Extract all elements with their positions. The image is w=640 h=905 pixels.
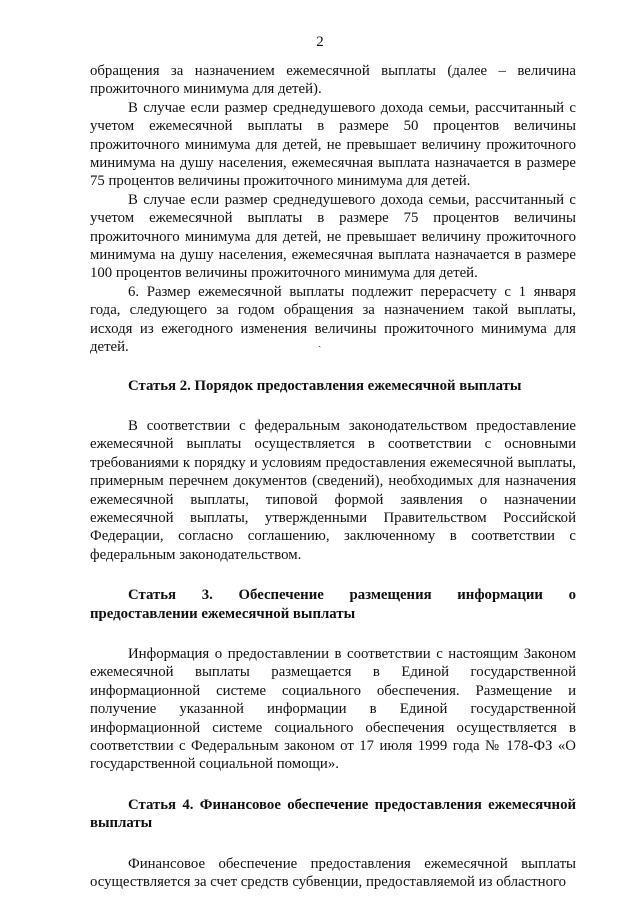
- article-2-heading: Статья 2. Порядок предоставления ежемесячной выплаты: [128, 377, 522, 394]
- article-2-paragraph: В соответствии с федеральным законодательством предоставление ежемесячной выплаты осуществляется в соответствии с основными требованиями к порядку и условиям предоставления ежемесячной выплаты, примерным перечнем документов (сведений), необходимых для назначения ежемесячной выплаты, типовой формой заявления о назначении ежемесячной выплаты, утвержденными Правительством Российской Федерации, согласно соглашению, заключенному в соответствии с федеральным законодательством.: [90, 417, 576, 563]
- article-4-paragraph: Финансовое обеспечение предоставления ежемесячной выплаты осуществляется за счет средств субвенции, предоставляемой из областного: [90, 855, 576, 891]
- pen-mark: ˏ: [318, 337, 322, 348]
- paragraph-50-percent-rule: В случае если размер среднедушевого дохода семьи, рассчитанный с учетом ежемесячной выплаты в размере 50 процентов величины прожиточного минимума для детей, не превышает величину прожиточного минимума на душу населения, ежемесячная выплата назначается в размере 75 процентов величины прожиточного минимума для детей.: [90, 99, 576, 190]
- page-number: 2: [316, 34, 324, 50]
- paragraph-recalculation: 6. Размер ежемесячной выплаты подлежит перерасчету с 1 января года, следующего за годом обращения за назначением такой выплаты, исходя из ежегодного изменения величины прожиточного минимума для детей.: [90, 283, 576, 356]
- paragraph-continuation: обращения за назначением ежемесячной выплаты (далее – величина прожиточного минимума для детей).: [90, 63, 576, 98]
- paragraph-75-percent-rule: В случае если размер среднедушевого дохода семьи, рассчитанный с учетом ежемесячной выплаты в размере 75 процентов величины прожиточного минимума для детей, не превышает величину прожиточного минимума на душу населения, ежемесячная выплата назначается в размере 100 процентов величины прожиточного минимума для детей.: [90, 191, 576, 282]
- article-4-heading: Статья 4. Финансовое обеспечение предоставления ежемесячной выплаты: [90, 796, 576, 832]
- article-3-paragraph: Информация о предоставлении в соответствии с настоящим Законом ежемесячной выплаты размещается в Единой государственной информационной системе социального обеспечения. Размещение и получение указанной информации в Единой государственной информационной системе социального обеспечения осуществляется в соответствии с Федеральным законом от 17 июля 1999 года № 178-ФЗ «О государственной социальной помощи».: [90, 645, 576, 773]
- document-body: [90, 62, 576, 891]
- article-3-heading: Статья 3. Обеспечение размещения информации о предоставлении ежемесячной выплаты: [90, 587, 576, 622]
